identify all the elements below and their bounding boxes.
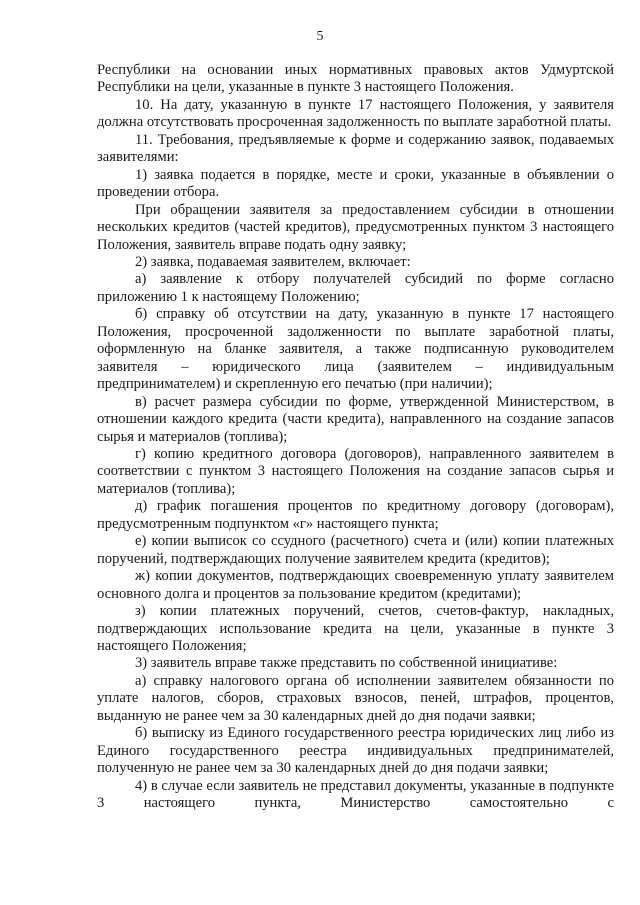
paragraph-11-2-v: в) расчет размера субсидии по форме, утвержденной Министерством, в отношении каждого кредита (части кредита), направленного на создание запасов сырья и материалов (топлива); xyxy=(97,393,614,445)
paragraph-11-2-d: д) график погашения процентов по кредитному договору (договорам), предусмотренным подпунктом «г» настоящего пункта; xyxy=(97,498,614,532)
paragraph-multiple-credits: При обращении заявителя за предоставлением субсидии в отношении нескольких кредитов (частей кредитов), предусмотренных пунктом 3 настоящего Положения, заявитель вправе подать одну заявку; xyxy=(97,201,614,253)
paragraph-11-1: 1) заявка подается в порядке, месте и сроки, указанные в объявлении о проведении отбора. xyxy=(97,166,614,201)
paragraph-11-2-e: е) копии выписок со ссудного (расчетного) счета и (или) копии платежных поручений, подтверждающих получение заявителем кредита (кредитов); xyxy=(97,533,614,567)
paragraph-11-4: 4) в случае если заявитель не представил документы, указанные в подпункте 3 настоящего пункта, Министерство самостоятельно с xyxy=(97,777,614,812)
paragraph-11-2-b: б) справку об отсутствии на дату, указанную в пункте 17 настоящего Положения, просроченной задолженности по выплате заработной платы, оформленную на бланке заявителя, а также подписанную руководителем заявителя – юридического лица (заявителем – индивидуальным предпринимателем) и скрепленную его печатью (при наличии); xyxy=(97,306,614,393)
paragraph-11-3: 3) заявитель вправе также представить по собственной инициативе: xyxy=(135,655,558,672)
paragraph-11-2-z: з) копии платежных поручений, счетов, счетов-фактур, накладных, подтверждающих использование кредита на цели, указанные в пункте 3 настоящего Положения; xyxy=(97,603,614,654)
paragraph-11-2: 2) заявка, подаваемая заявителем, включает: xyxy=(135,253,411,270)
paragraph-continuation: Республики на основании иных нормативных правовых актов Удмуртской Республики на цели, указанные в пункте 3 настоящего Положения. xyxy=(97,62,614,96)
paragraph-11: 11. Требования, предъявляемые к форме и содержанию заявок, подаваемых заявителями: xyxy=(97,131,614,166)
paragraph-11-2-a: а) заявление к отбору получателей субсидий по форме согласно приложению 1 к настоящему Положению; xyxy=(97,271,614,305)
paragraph-11-2-zh: ж) копии документов, подтверждающих своевременную уплату заявителем основного долга и процентов за пользование кредитом (кредитами); xyxy=(97,568,614,602)
page-number: 5 xyxy=(316,29,324,44)
paragraph-10: 10. На дату, указанную в пункте 17 настоящего Положения, у заявителя должна отсутствовать просроченная задолженность по выплате заработной платы. xyxy=(97,96,614,131)
paragraph-11-3-a: а) справку налогового органа об исполнении заявителем обязанности по уплате налогов, сборов, страховых взносов, пеней, штрафов, процентов, выданную не ранее чем за 30 календарных дней до дня подачи заявки; xyxy=(97,672,614,724)
document-body xyxy=(97,62,614,812)
paragraph-11-3-b: б) выписку из Единого государственного реестра юридических лиц либо из Единого государственного реестра индивидуальных предпринимателей, полученную не ранее чем за 30 календарных дней до дня подачи заявки; xyxy=(97,725,614,777)
paragraph-11-2-g: г) копию кредитного договора (договоров), направленного заявителем в соответствии с пунктом 3 настоящего Положения на создание запасов сырья и материалов (топлива); xyxy=(97,445,614,497)
